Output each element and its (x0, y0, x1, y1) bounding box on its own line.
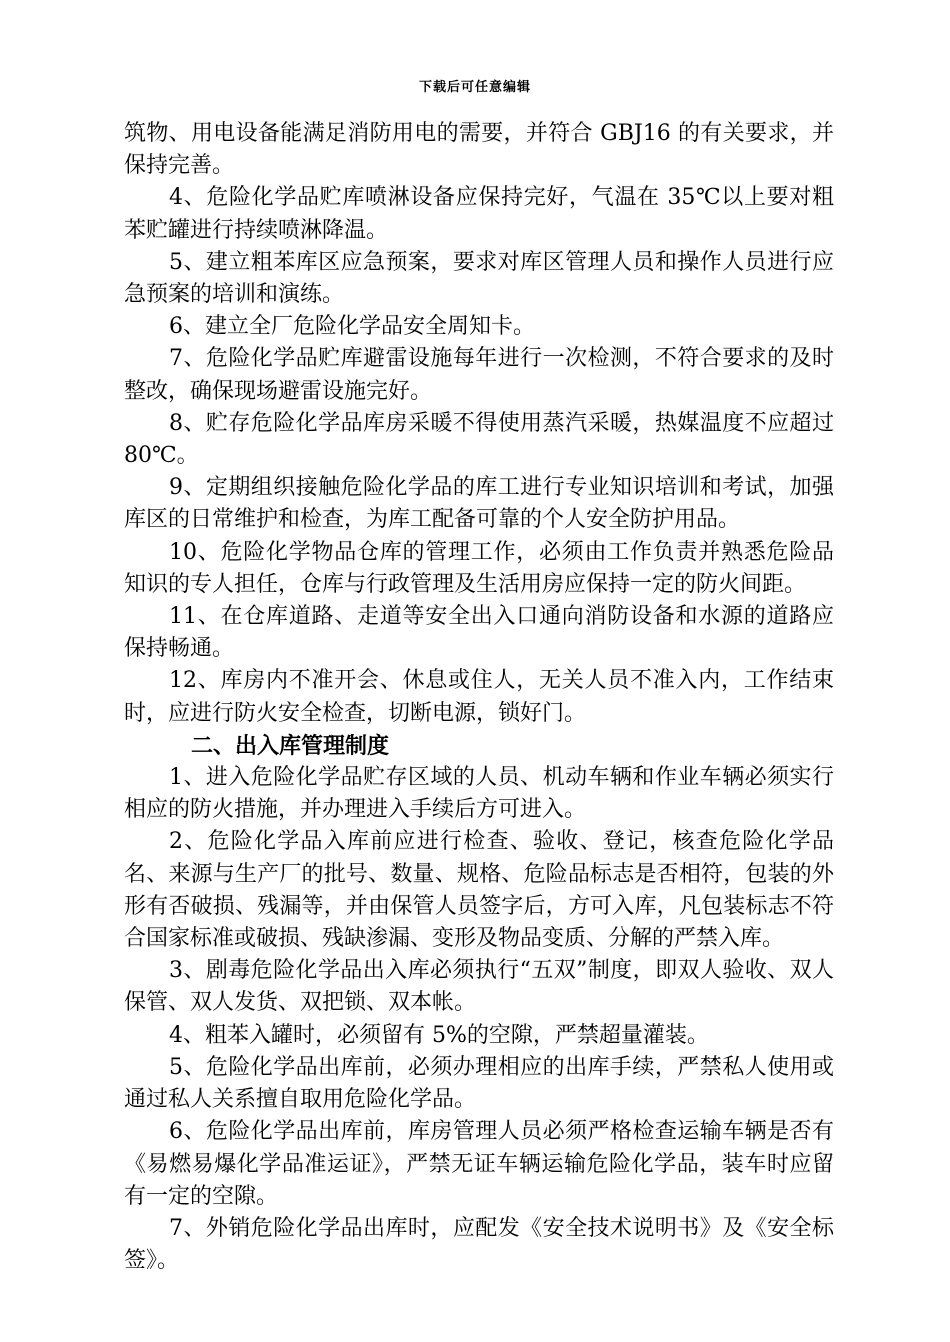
section-heading: 二、出入库管理制度 (191, 732, 390, 759)
section-paragraph-3: 3、剧毒危险化学品出入库必须执行“五双”制度，即双人验收、双人保管、双人发货、双把锁、双本帐。 (124, 958, 834, 1016)
paragraph-item-11: 11、在仓库道路、走道等安全出入口通向消防设备和水源的道路应保持畅通。 (124, 604, 834, 662)
paragraph-item-8: 8、贮存危险化学品库房采暖不得使用蒸汽采暖，热媒温度不应超过 80℃。 (124, 410, 834, 469)
section-paragraph-7: 7、外销危险化学品出库时，应配发《安全技术说明书》及《安全标签》。 (124, 1215, 834, 1274)
section-paragraph-1: 1、进入危险化学品贮存区域的人员、机动车辆和作业车辆必须实行相应的防火措施，并办理进入手续后方可进入。 (124, 765, 834, 823)
section-paragraph-6: 6、危险化学品出库前，库房管理人员必须严格检查运输车辆是否有《易燃易爆化学品准运证》，严禁无证车辆运输危险化学品，装车时应留有一定的空隙。 (124, 1119, 834, 1209)
section-paragraph-2: 2、危险化学品入库前应进行检查、验收、登记，核查危险化学品名、来源与生产厂的批号、数量、规格、危险品标志是否相符，包装的外形有否破损、残漏等，并由保管人员签字后，方可入库，凡包装标志不符合国家标准或破损、残缺渗漏、变形及物品变质、分解的严禁入库。 (124, 829, 834, 952)
page-header: 下载后可任意编辑 (418, 80, 531, 95)
paragraph-item-7: 7、危险化学品贮库避雷设施每年进行一次检测，不符合要求的及时整改，确保现场避雷设施完好。 (124, 346, 834, 404)
paragraph-item-9: 9、定期组织接触危险化学品的库工进行专业知识培训和考试，加强库区的日常维护和检查，为库工配备可靠的个人安全防护用品。 (124, 475, 834, 533)
document-body (124, 118, 834, 1277)
paragraph-item-5: 5、建立粗苯库区应急预案，要求对库区管理人员和操作人员进行应急预案的培训和演练。 (124, 249, 834, 308)
paragraph-item-6: 6、建立全厂危险化学品安全周知卡。 (169, 314, 535, 340)
paragraph-item-12: 12、库房内不准开会、休息或住人，无关人员不准入内，工作结束时，应进行防火安全检查，切断电源，锁好门。 (124, 668, 834, 726)
section-paragraph-4: 4、粗苯入罐时，必须留有 5%的空隙，严禁超量灌装。 (169, 1022, 709, 1048)
paragraph-continuation: 筑物、用电设备能满足消防用电的需要，并符合 GBJ16 的有关要求，并保持完善。 (124, 121, 834, 179)
section-paragraph-5: 5、危险化学品出库前，必须办理相应的出库手续，严禁私人使用或通过私人关系擅自取用危险化学品。 (124, 1054, 834, 1113)
paragraph-item-10: 10、危险化学物品仓库的管理工作，必须由工作负责并熟悉危险品知识的专人担任，仓库与行政管理及生活用房应保持一定的防火间距。 (124, 539, 834, 597)
paragraph-item-4: 4、危险化学品贮库喷淋设备应保持完好，气温在 35℃以上要对粗苯贮罐进行持续喷淋降温。 (124, 185, 834, 243)
